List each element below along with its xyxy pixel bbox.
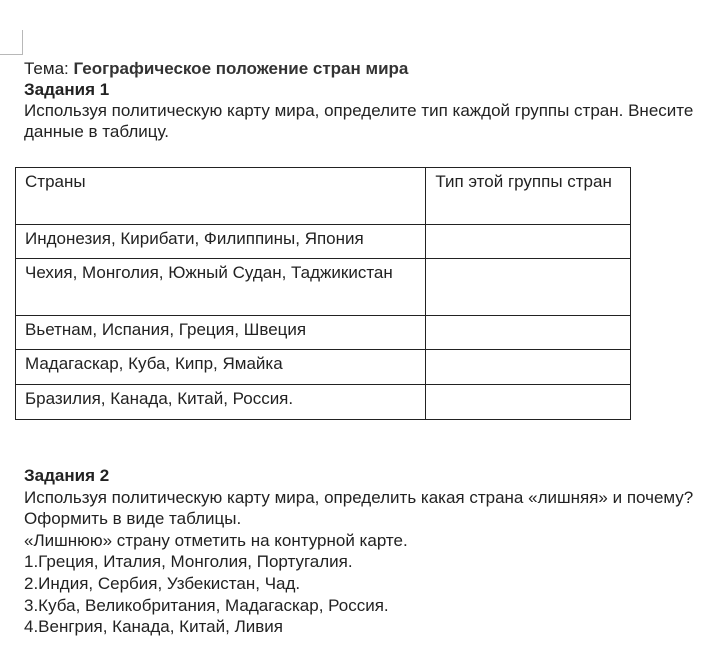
countries-table <box>15 167 631 420</box>
task2-item: 2.Индия, Сербия, Узбекистан, Чад. <box>24 573 301 593</box>
table-row <box>16 385 631 420</box>
task2-item: 1.Греция, Италия, Монголия, Португалия. <box>24 552 353 572</box>
type-cell[interactable] <box>426 385 631 420</box>
task2-item: 3.Куба, Великобритания, Мадагаскар, Россия. <box>24 595 389 615</box>
task1-title: Задания 1 <box>24 80 110 99</box>
task2-title: Задания 2 <box>24 466 110 485</box>
task2-item: 4.Венгрия, Канада, Китай, Ливия <box>24 617 283 637</box>
document-header <box>24 58 716 142</box>
type-cell[interactable] <box>426 225 631 259</box>
page-corner-mark-vertical <box>22 30 23 55</box>
header-group-type: Тип этой группы стран <box>426 168 631 225</box>
table-row <box>16 225 631 259</box>
task2-instruction: Используя политическую карту мира, определить какая страна «лишняя» и почему? Оформить в виде таблицы. <box>24 487 694 529</box>
countries-cell: Мадагаскар, Куба, Кипр, Ямайка <box>16 350 426 385</box>
task2-note: «Лишнюю» страну отметить на контурной карте. <box>24 530 408 550</box>
type-cell[interactable] <box>426 350 631 385</box>
topic-line <box>24 58 716 79</box>
table-row <box>16 259 631 316</box>
type-cell[interactable] <box>426 316 631 350</box>
countries-cell: Бразилия, Канада, Китай, Россия. <box>16 385 426 420</box>
page-corner-mark-horizontal <box>0 54 22 55</box>
table-header-row <box>16 168 631 225</box>
table-row <box>16 316 631 350</box>
topic-title: Географическое положение стран мира <box>73 59 409 78</box>
countries-cell: Индонезия, Кирибати, Филиппины, Япония <box>16 225 426 259</box>
countries-cell: Чехия, Монголия, Южный Судан, Таджикистан <box>16 259 426 316</box>
task2-section <box>24 465 716 638</box>
topic-label: Тема: <box>24 59 69 78</box>
countries-cell: Вьетнам, Испания, Греция, Швеция <box>16 316 426 350</box>
table-row <box>16 350 631 385</box>
task1-instruction: Используя политическую карту мира, определите тип каждой группы стран. Внесите данные в таблицу. <box>24 101 694 141</box>
type-cell[interactable] <box>426 259 631 316</box>
header-countries: Страны <box>16 168 426 225</box>
